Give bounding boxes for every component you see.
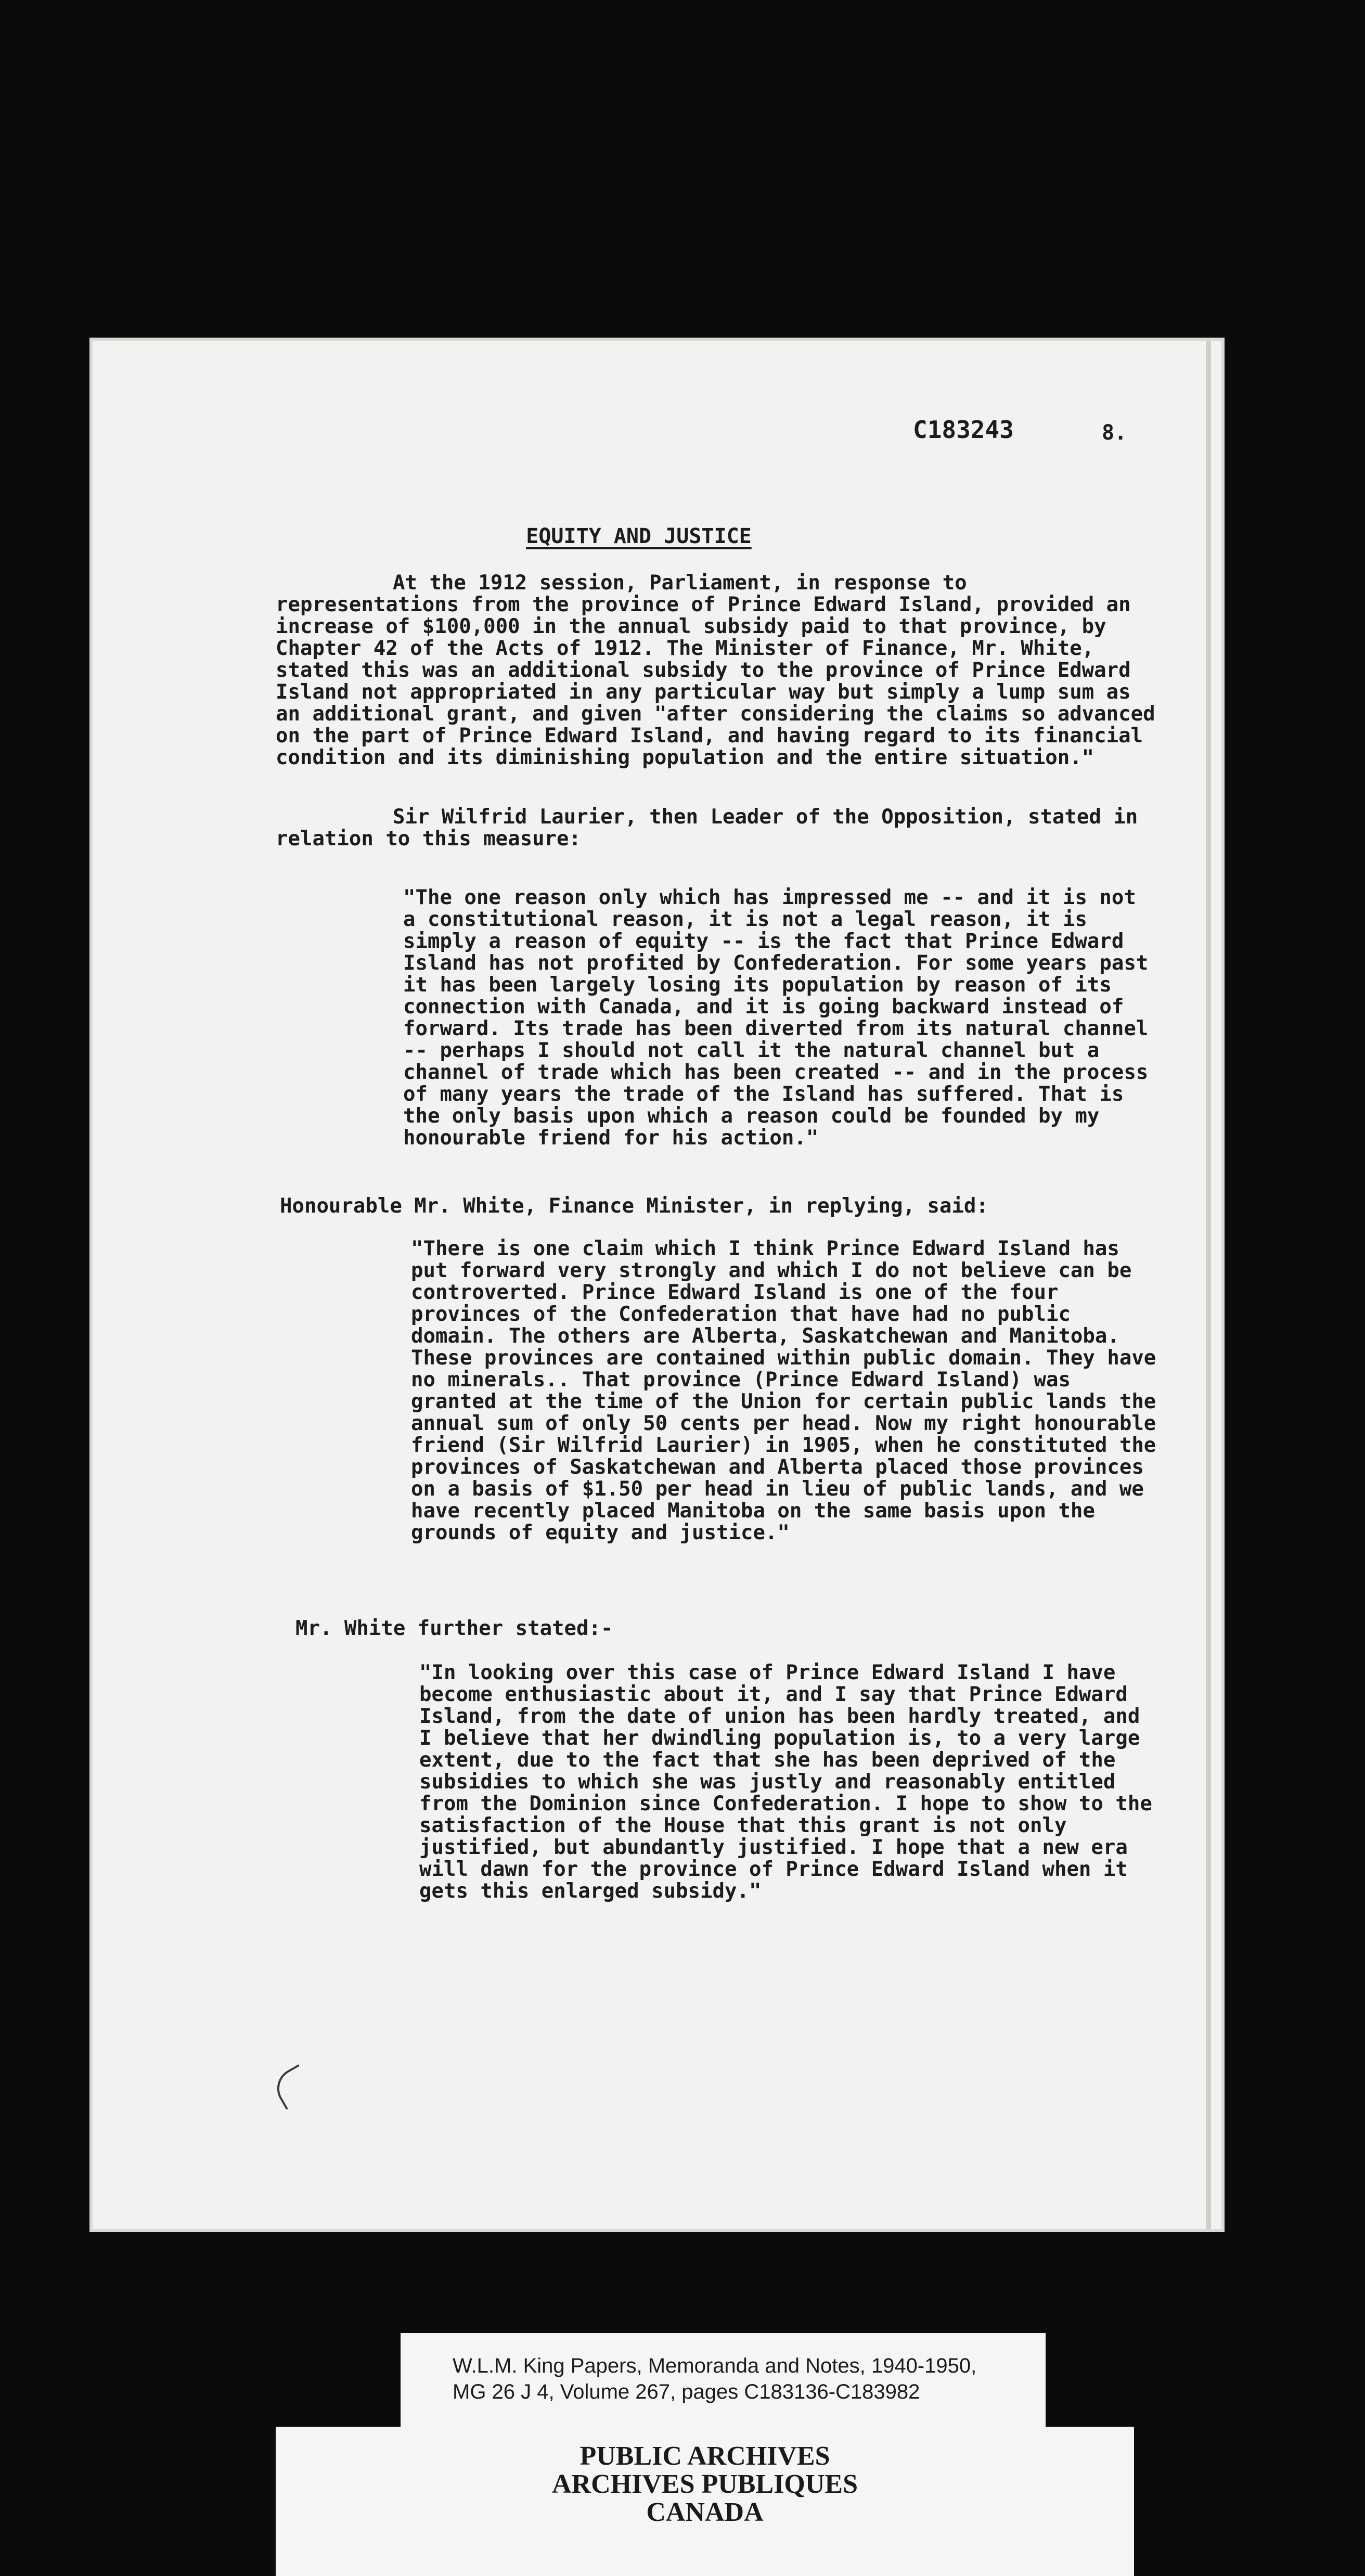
stamp-line-1: PUBLIC ARCHIVES [580,2441,830,2471]
paragraph-white-further: Mr. White further stated:- [295,1617,613,1640]
quote-white-reply: "There is one claim which I think Prince Edward Island has put forward very strongly and which I do not believe can be controverted. Prince Edward Island is one of the four provinces of the Confederation that have had no public domain. The others are Alberta, Saskatchewan and Manitoba. These provinces are contained within public domain. They have no minerals.. That province (Prince Edward Island) was granted at the time of the Union for certain public lands the annual sum of only 50 cents per head. Now my right honourable friend (Sir Wilfrid Laurier) in 1905, when he constituted the provinces of Saskatchewan and Alberta placed those provinces on a basis of $1.50 per head in lieu of public lands, and we have recently placed Manitoba on the same basis upon the grounds of equity and justice." [411,1237,1156,1544]
paragraph-laurier-text: Sir Wilfrid Laurier, then Leader of the Opposition, stated in relation to this measure: [276,805,1138,851]
archive-citation-text [453,2353,976,2405]
document-page [93,341,1221,2229]
paragraph-white-reply: Honourable Mr. White, Finance Minister, in replying, said: [280,1194,988,1218]
citation-line-1: W.L.M. King Papers, Memoranda and Notes, 1940-1950, [453,2354,977,2377]
paragraph-laurier [276,806,1160,850]
section-heading: EQUITY AND JUSTICE [526,524,752,548]
quote-white-further: "In looking over this case of Prince Edward Island I have become enthusiastic about it, and I say that Prince Edward Island, from the date of union has been hardly treated, and I believe that her dwindling population is, to a very large extent, due to the fact that she has been deprived of the subsidies to which she was justly and reasonably entitled from the Dominion since Confederation. I hope to show to the satisfaction of the House that this grant is not only justified, but abundantly justified. I hope that a new era will dawn for the province of Prince Edward Island when it gets this enlarged subsidy." [419,1661,1152,1903]
document-id: C183243 [913,416,1014,444]
paragraph-intro-text: At the 1912 session, Parliament, in response to representations from the province of Prince Edward Island, provided an increase of $100,000 in the annual subsidy paid to that province, by Chapter 42 of the Acts of 1912. The Minister of Finance, Mr. White, stated this was an additional subsidy to the province of Prince Edward Island not appropriated in any particular way but simply a lump sum as an additional grant, and given "after considering the claims so advanced on the part of Prince Edward Island, and having regard to its financial condition and its diminishing population and the entire situation." [276,571,1155,769]
archives-stamp [276,2427,1134,2576]
archive-citation-label [401,2333,1046,2427]
citation-line-2: MG 26 J 4, Volume 267, pages C183136-C183982 [453,2380,920,2403]
stamp-line-3: CANADA [646,2497,764,2527]
paragraph-intro [276,572,1160,769]
page-number: 8. [1102,421,1127,445]
stamp-line-2: ARCHIVES PUBLIQUES [551,2469,858,2499]
quote-laurier: "The one reason only which has impressed me -- and it is not a constitutional reason, it is not a legal reason, it is simply a reason of equity -- is the fact that Prince Edward Island has not profited by Confederation. For some years past it has been largely losing its population by reason of its connection with Canada, and it is going backward instead of forward. Its trade has been diverted from its natural channel -- perhaps I should not call it the natural channel but a channel of trade which has been created -- and in the process of many years the trade of the Island has suffered. That is the only basis upon which a reason could be founded by my honourable friend for his action." [403,886,1149,1150]
